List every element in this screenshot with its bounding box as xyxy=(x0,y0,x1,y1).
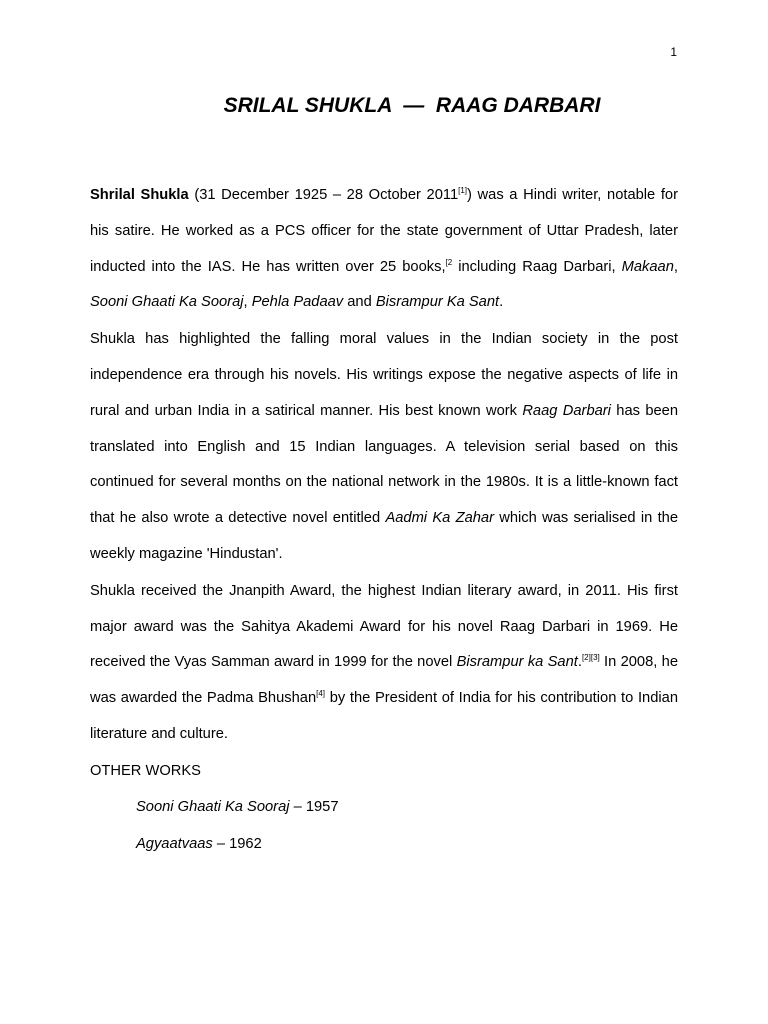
work-year: – 1957 xyxy=(289,798,339,815)
work-title: Sooni Ghaati Ka Sooraj xyxy=(90,294,244,311)
text-run: and xyxy=(343,294,376,311)
footnote-ref: [4] xyxy=(316,689,326,699)
work-title: Agyaatvaas xyxy=(136,836,213,853)
text-run: has been translated into English and 15 Indian languages. A television serial based on this continued for several months on the national network in the 1980s. It is a little-known fact that he also wrote a detective novel entitled xyxy=(90,402,678,527)
text-run: (31 December 1925 – 28 October 2011 xyxy=(188,187,459,203)
author-name: Shrilal Shukla xyxy=(90,187,189,203)
paragraph-themes xyxy=(90,322,678,573)
text-run: In 2008, he was awarded the Padma Bhushan xyxy=(90,654,678,707)
work-title: Bisrampur Ka Sant xyxy=(375,294,500,311)
work-title: Makaan xyxy=(621,258,674,275)
list-item xyxy=(136,827,678,865)
work-title: Pehla Padaav xyxy=(251,294,344,311)
other-works-list xyxy=(90,790,678,866)
text-run: Shukla has highlighted the falling moral values in the Indian society in the post independence era through his novels. His writings expose the negative aspects of life in rural and urban India in a satirical manner. His best known work xyxy=(90,331,678,419)
text-run: , xyxy=(243,294,252,311)
work-title: Bisrampur ka Sant xyxy=(456,654,578,671)
paragraph-biography xyxy=(90,178,678,321)
work-year: – 1962 xyxy=(212,836,262,853)
document-body xyxy=(90,178,678,865)
footnote-ref: [2][3] xyxy=(581,653,600,663)
text-run: which was serialised in the weekly magazine 'Hindustan'. xyxy=(90,510,678,562)
footnote-ref: [1] xyxy=(458,186,468,195)
text-run: Shukla received the Jnanpith Award, the highest Indian literary award, in 2011. His first major award was the Sahitya Akademi Award for his novel Raag Darbari in 1969. He received the Vyas Samman award in 1999 for the novel xyxy=(90,582,678,671)
work-title: Raag Darbari xyxy=(522,402,611,419)
work-title: Aadmi Ka Zahar xyxy=(385,510,494,527)
footnote-ref: [2 xyxy=(445,257,453,267)
list-item xyxy=(136,790,678,828)
other-works-heading: OTHER WORKS xyxy=(90,762,201,779)
text-run: . xyxy=(577,654,582,671)
paragraph-awards xyxy=(90,574,678,753)
text-run: including Raag Darbari, xyxy=(452,258,622,275)
text-run: ) was a Hindi writer, notable for his satire. He worked as a PCS officer for the state government of Uttar Pradesh, later inducted into the IAS. He has written over 25 books, xyxy=(90,187,678,275)
work-title: Sooni Ghaati Ka Sooraj xyxy=(136,798,290,815)
text-run: by the President of India for his contribution to Indian literature and culture. xyxy=(90,690,678,742)
page-number: 1 xyxy=(670,45,677,59)
document-title: SRILAL SHUKLA — RAAG DARBARI xyxy=(223,94,601,117)
text-run: . xyxy=(499,294,504,311)
text-run: , xyxy=(673,258,678,275)
